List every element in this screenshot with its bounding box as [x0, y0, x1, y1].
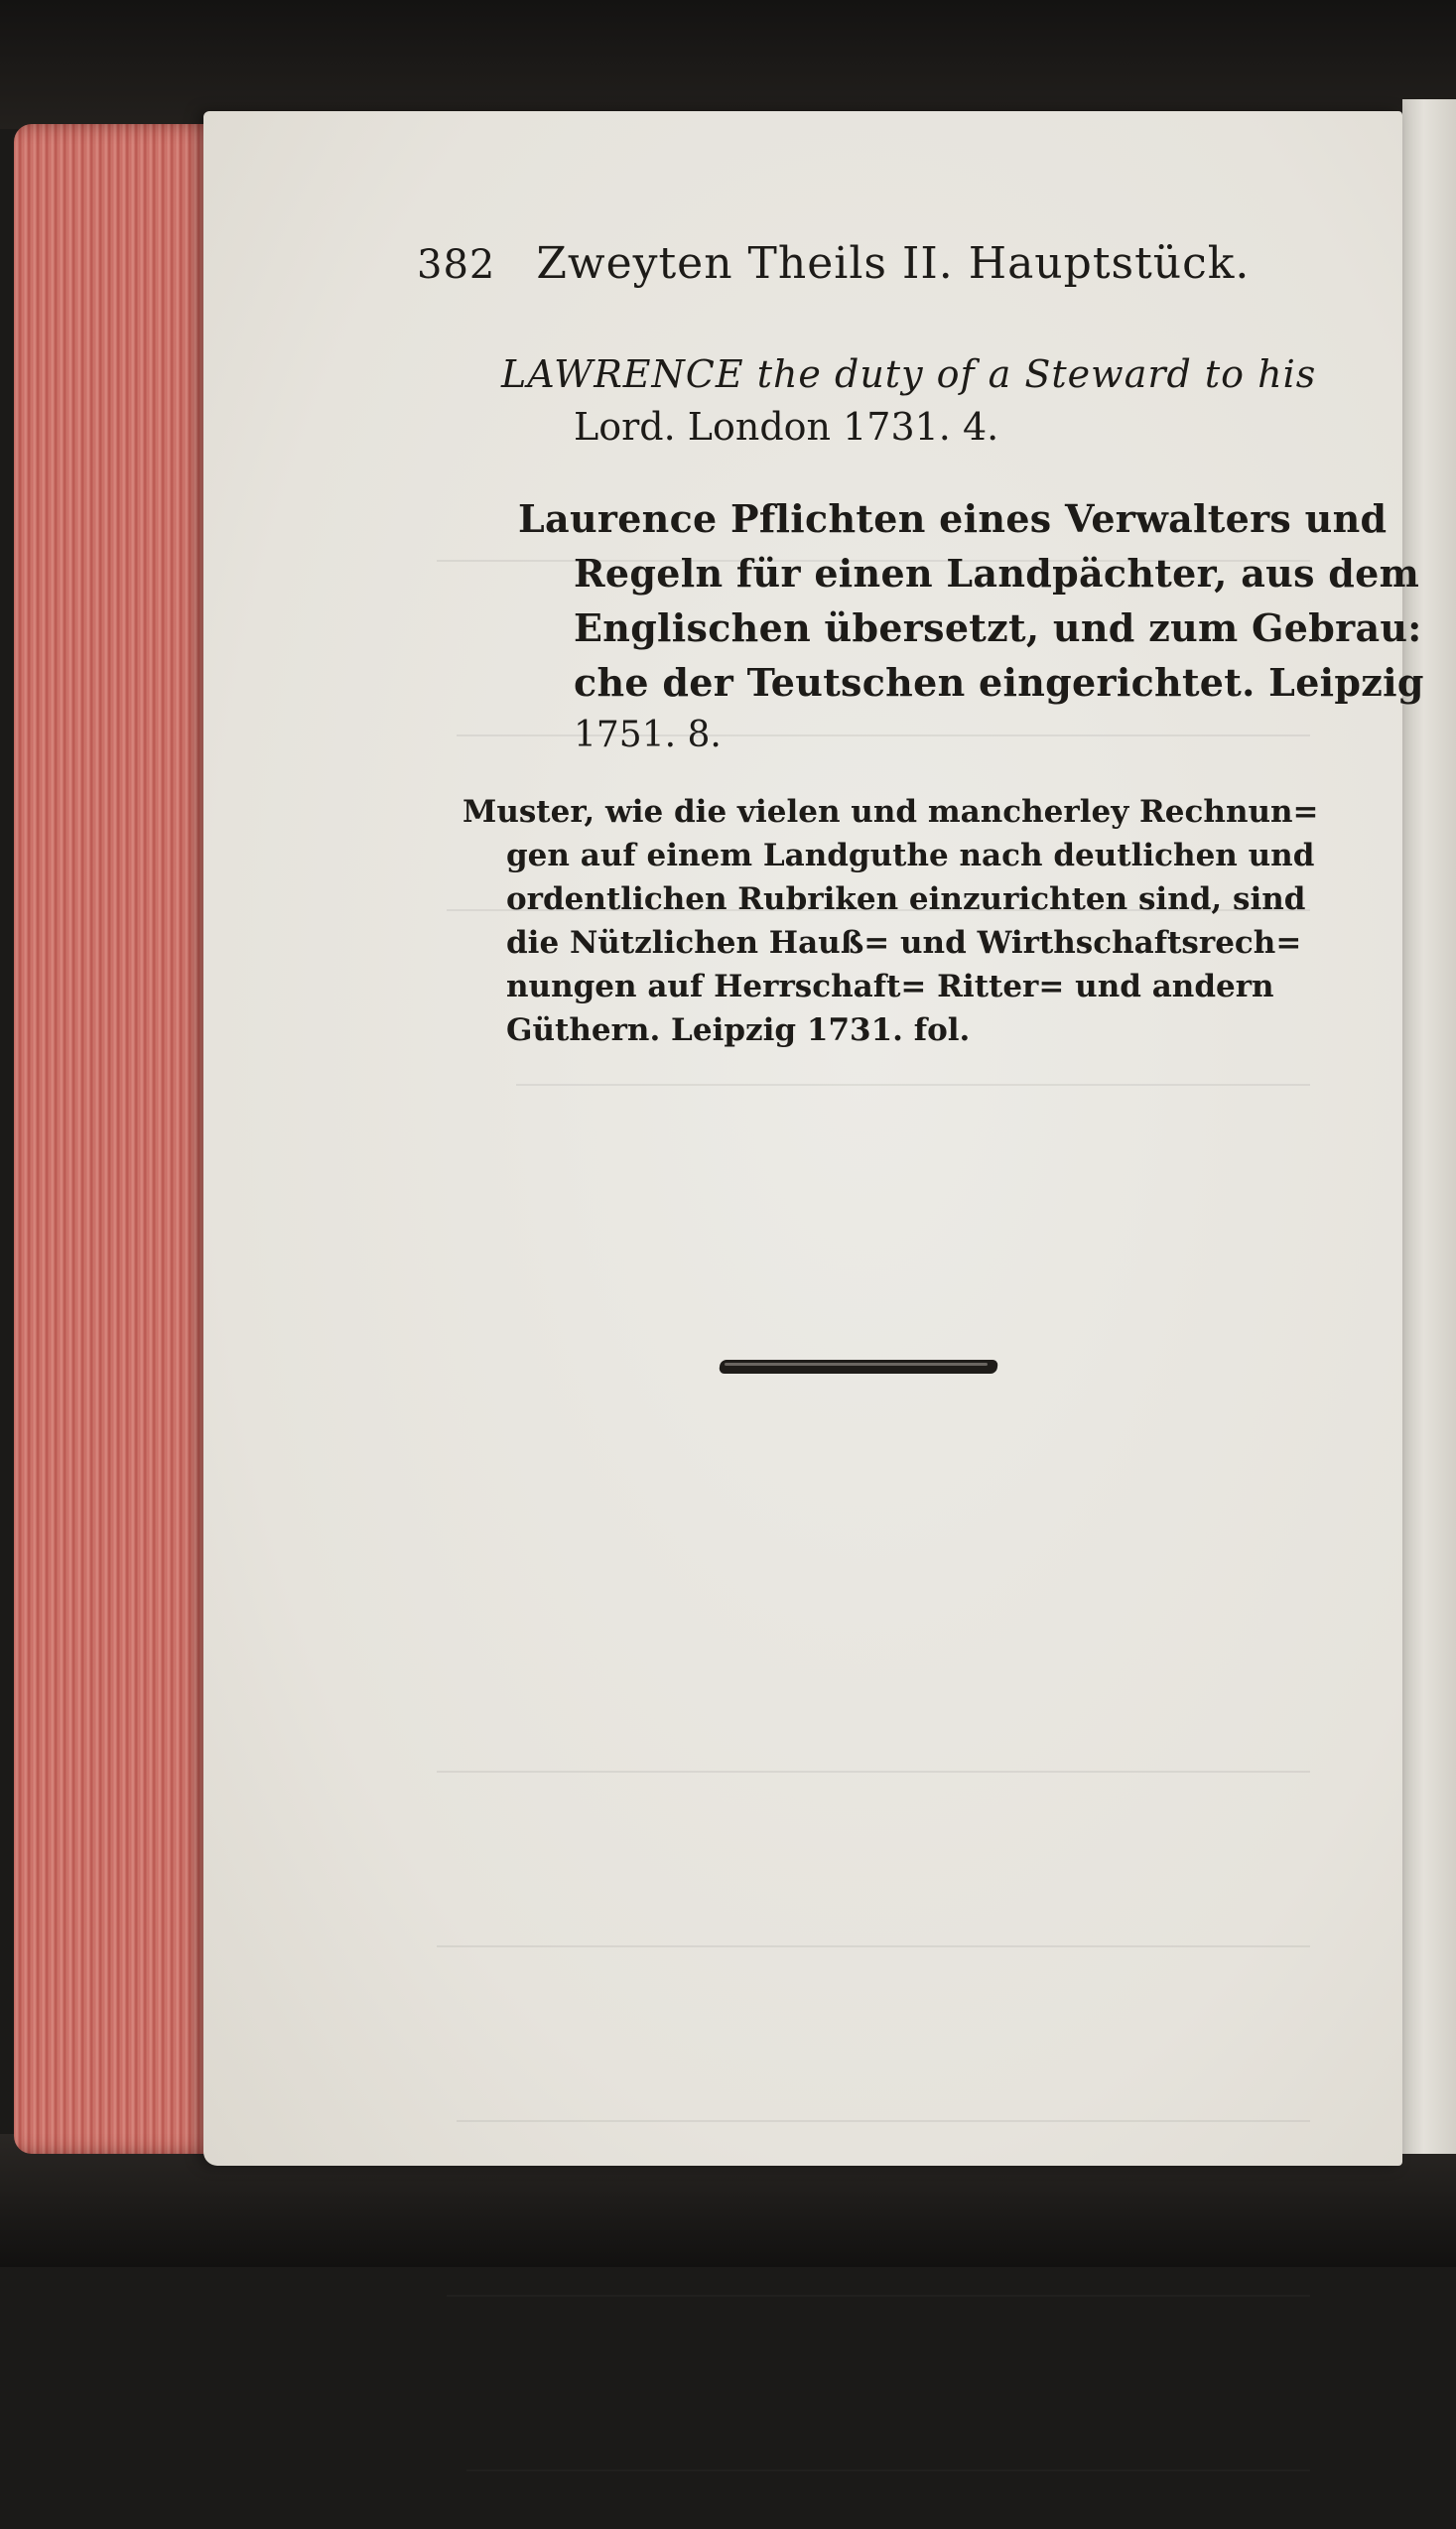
entry-3-line-6: Güthern. Leipzig 1731. fol. [506, 1012, 971, 1048]
entry-2-line-1: Laurence Pflichten eines Verwalters und [518, 496, 1388, 541]
running-title: Zweyten Theils II. Hauptstück. [536, 238, 1251, 289]
entry-1-line-1: LAWRENCE the duty of a Steward to his [501, 352, 1317, 396]
background-top [0, 0, 1456, 129]
page-number: 382 [417, 242, 496, 288]
entry-2-line-4: che der Teutschen eingerichtet. Leipzig [574, 660, 1424, 705]
entry-2-line-3: Englischen übersetzt, und zum Gebrau: [574, 605, 1422, 650]
next-page-edge [1402, 99, 1456, 2154]
entry-2-line-2: Regeln für einen Landpächter, aus dem [574, 551, 1420, 596]
entry-1-line-2: Lord. London 1731. 4. [574, 405, 999, 449]
entry-3-line-2: gen auf einem Landguthe nach deutlichen und [506, 838, 1315, 873]
closing-rule-highlight [725, 1363, 988, 1366]
entry-3-line-3: ordentlichen Rubriken einzurichten sind, sind [506, 881, 1306, 917]
entry-3-line-4: die Nützlichen Hauß= und Wirthschaftsrech= [506, 925, 1302, 961]
entry-3-line-1: Muster, wie die vielen und mancherley Rechnun= [463, 794, 1319, 830]
entry-3-line-5: nungen auf Herrschaft= Ritter= und andern [506, 969, 1274, 1004]
running-header [417, 238, 1250, 289]
entry-2-line-5: 1751. 8. [574, 715, 722, 755]
